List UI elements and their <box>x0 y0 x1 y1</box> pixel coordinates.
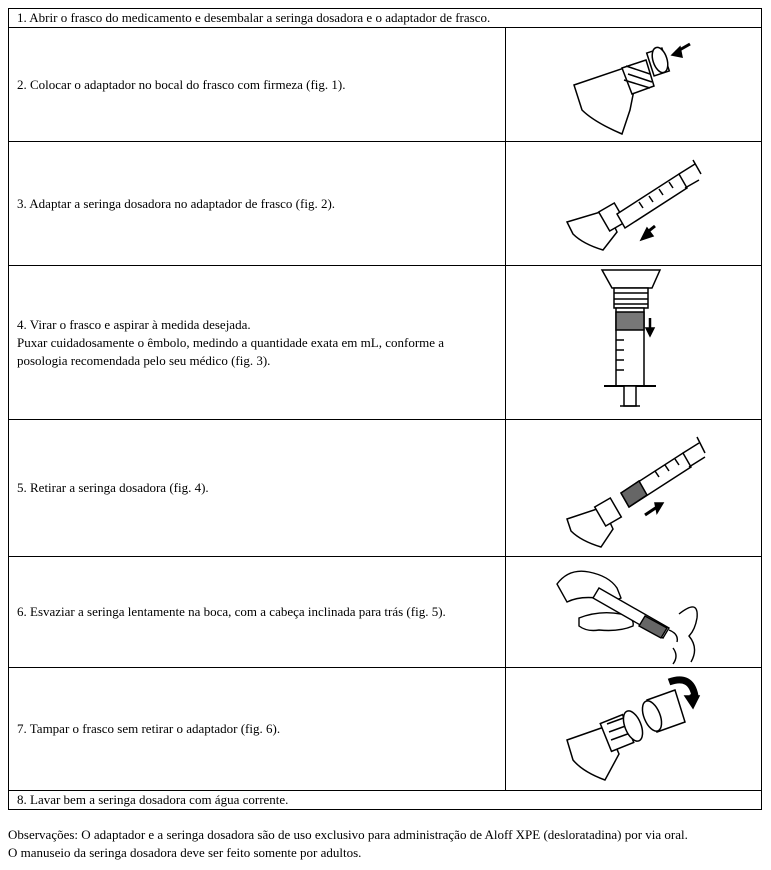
step-row-2 <box>9 28 762 142</box>
step-7-text: 7. Tampar o frasco sem retirar o adaptador (fig. 6). <box>9 668 506 791</box>
syringe-into-adapter-icon <box>559 144 709 264</box>
cap-bottle-icon <box>559 670 709 788</box>
remove-syringe-icon <box>559 423 709 553</box>
note-line-2: O manuseio da seringa dosadora deve ser feito somente por adultos. <box>8 845 362 860</box>
step-6-text: 6. Esvaziar a seringa lentamente na boca, com a cabeça inclinada para trás (fig. 5). <box>9 557 506 668</box>
step-3-text: 3. Adaptar a seringa dosadora no adaptador de frasco (fig. 2). <box>9 142 506 266</box>
step-4-line-3: posologia recomendada pelo seu médico (fig. 3). <box>17 352 271 368</box>
notes-section <box>8 826 688 862</box>
step-2-text: 2. Colocar o adaptador no bocal do frasco com firmeza (fig. 1). <box>9 28 506 142</box>
step-4-text <box>9 266 506 420</box>
figure-6-cell <box>506 668 762 791</box>
step-row-3 <box>9 142 762 266</box>
bottle-adapter-insertion-icon <box>564 30 704 140</box>
step-row-5 <box>9 420 762 557</box>
step-5-text: 5. Retirar a seringa dosadora (fig. 4). <box>9 420 506 557</box>
step-1-text: 1. Abrir o frasco do medicamento e desembalar a seringa dosadora e o adaptador de frasco. <box>9 9 762 28</box>
step-row-8 <box>9 791 762 810</box>
syringe-in-mouth-icon <box>549 558 719 666</box>
note-line-1: Observações: O adaptador e a seringa dosadora são de uso exclusivo para administração de Aloff XPE (desloratadina) por via oral. <box>8 827 688 842</box>
figure-3-cell <box>506 266 762 420</box>
figure-4-cell <box>506 420 762 557</box>
step-4-line-2: Puxar cuidadosamente o êmbolo, medindo a quantidade exata em mL, conforme a <box>17 334 445 350</box>
step-8-text: 8. Lavar bem a seringa dosadora com água corrente. <box>9 791 762 810</box>
step-row-4 <box>9 266 762 420</box>
step-4-line-1: 4. Virar o frasco e aspirar à medida desejada. <box>17 316 251 332</box>
step-row-1 <box>9 9 762 28</box>
instructions-table <box>8 8 762 810</box>
figure-1-cell <box>506 28 762 142</box>
figure-2-cell <box>506 142 762 266</box>
inverted-bottle-aspirate-icon <box>584 268 684 418</box>
step-row-6 <box>9 557 762 668</box>
step-row-7 <box>9 668 762 791</box>
figure-5-cell <box>506 557 762 668</box>
